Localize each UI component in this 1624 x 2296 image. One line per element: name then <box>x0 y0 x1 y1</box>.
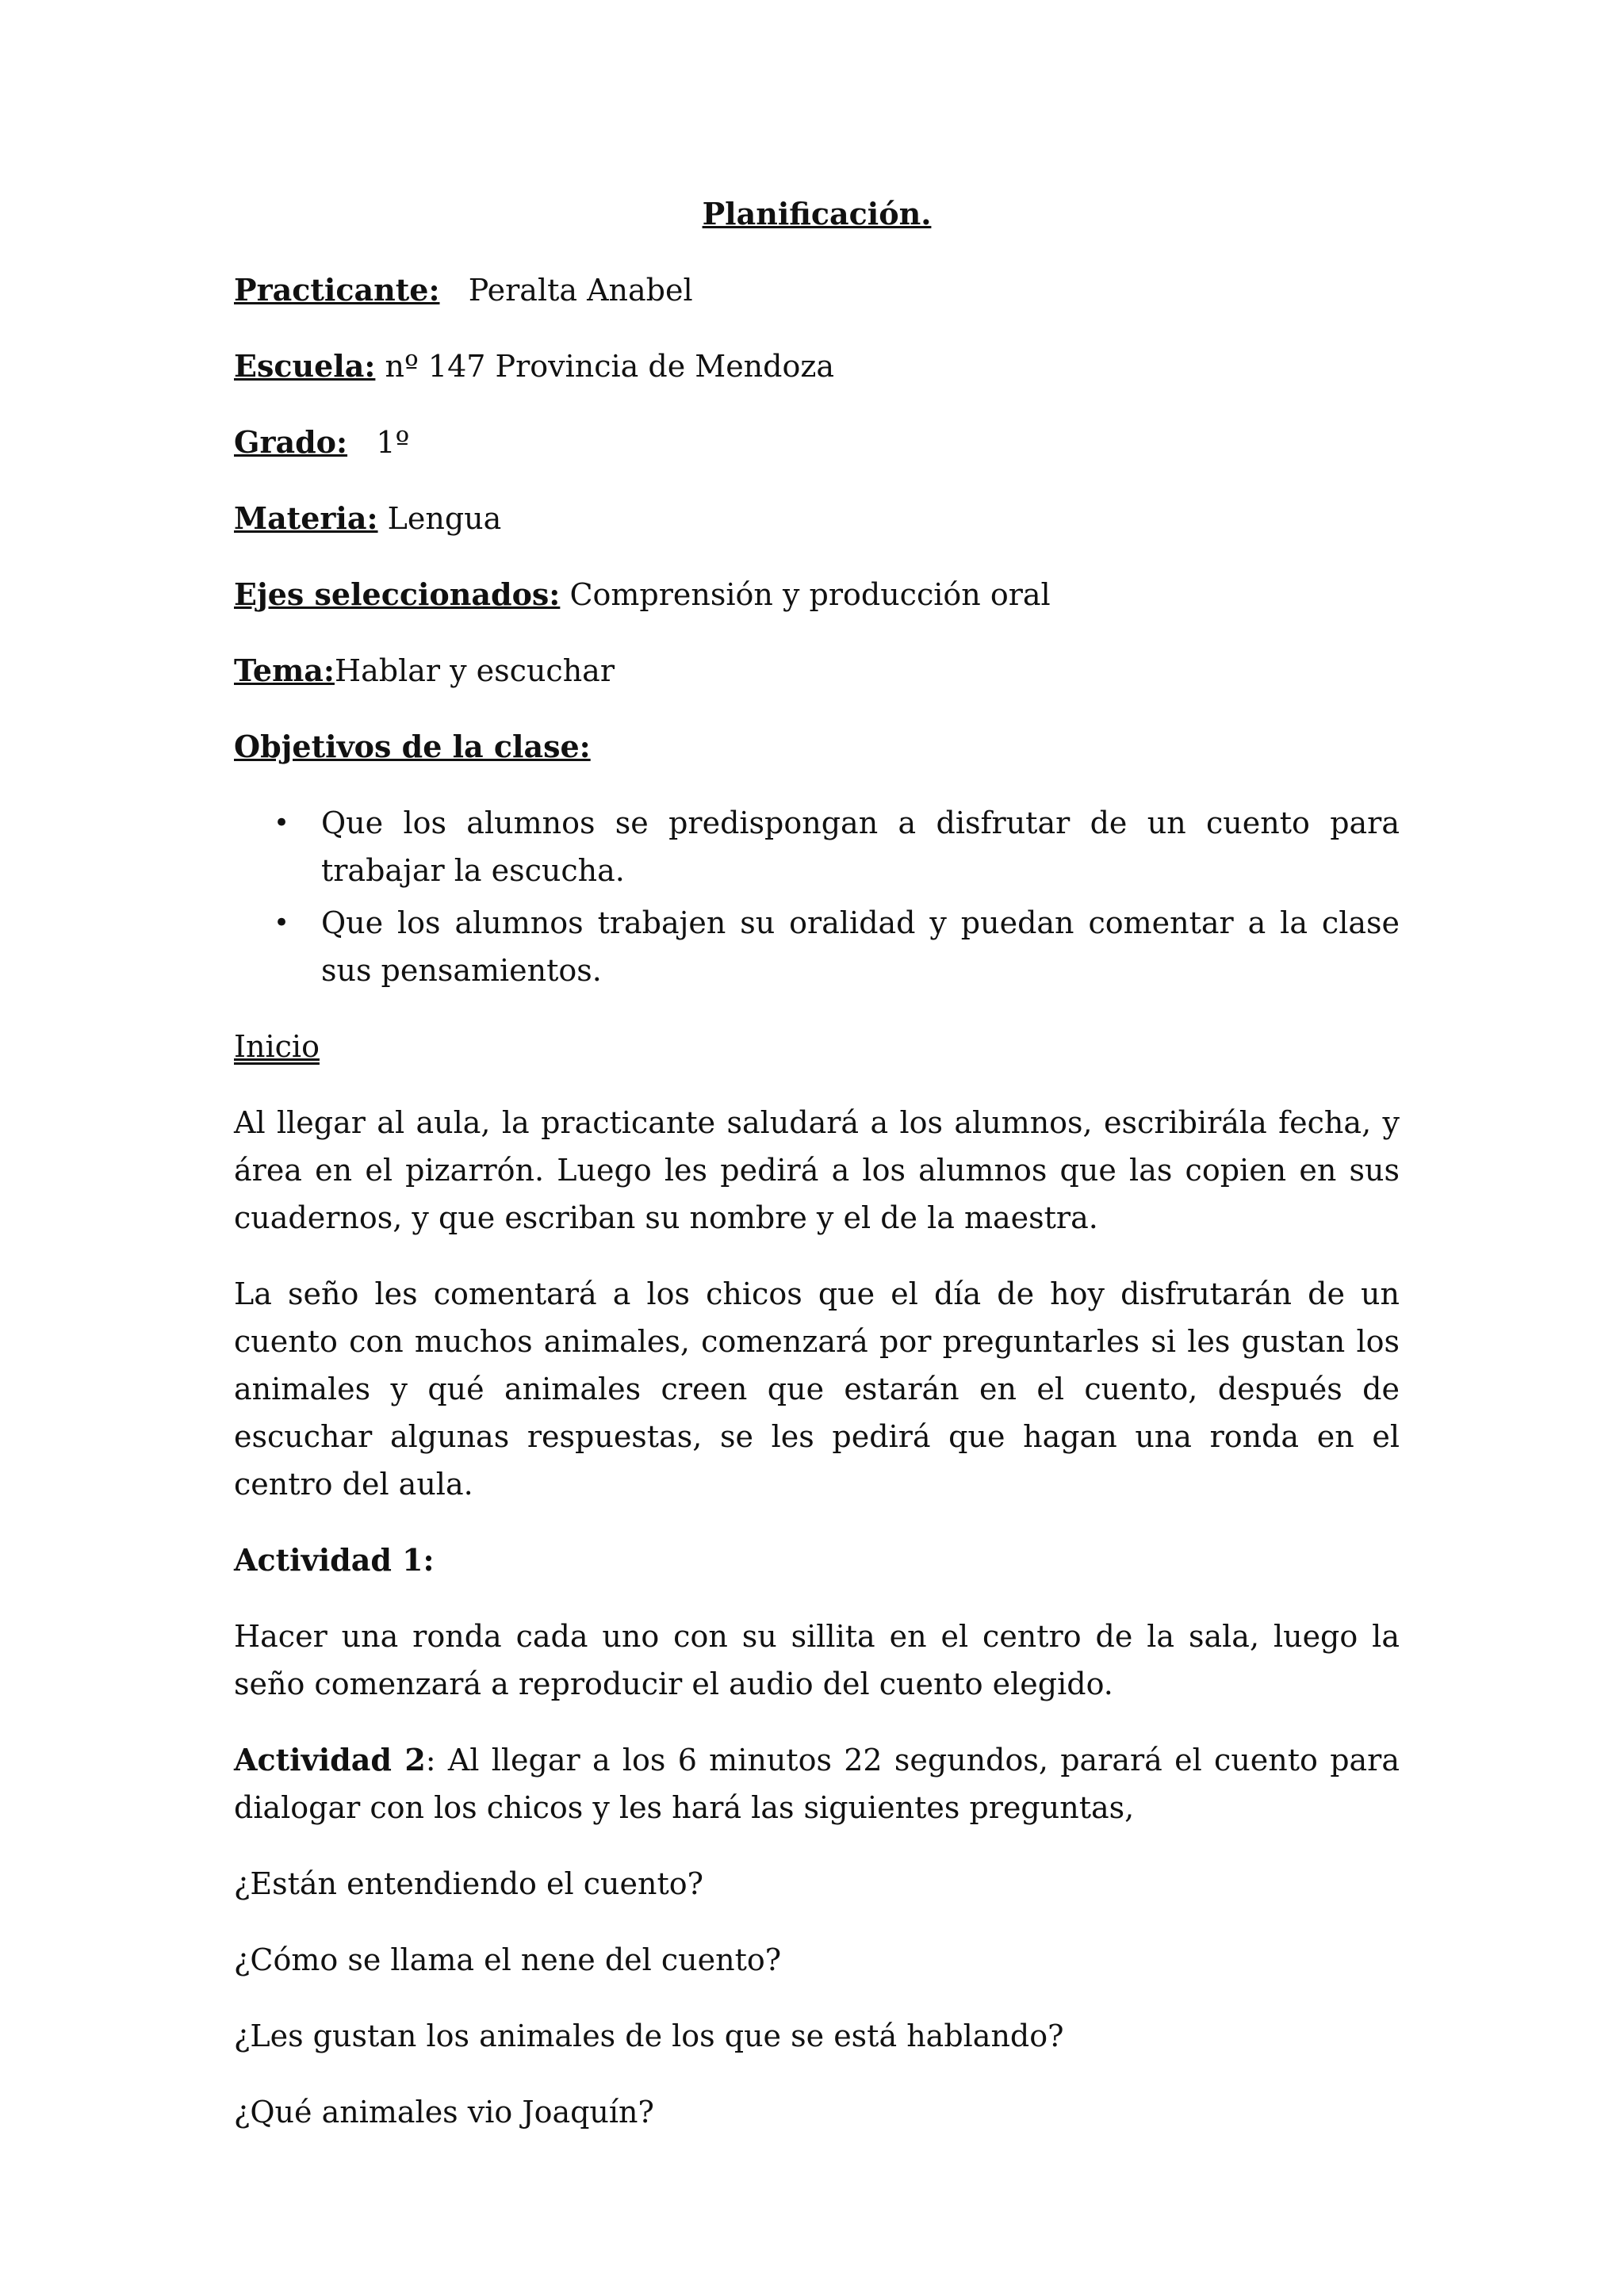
actividad2-paragraph <box>234 1736 1400 1831</box>
field-label-ejes: Ejes seleccionados: <box>234 576 561 612</box>
objective-text: Que los alumnos trabajen su oralidad y puedan comentar a la clase sus pensamientos. <box>321 905 1400 988</box>
objective-text: Que los alumnos se predispongan a disfrutar de un cuento para trabajar la escucha. <box>321 806 1400 888</box>
field-escuela <box>234 342 1400 390</box>
field-value-grado: 1º <box>376 425 410 460</box>
actividad2-heading: Actividad 2 <box>234 1742 426 1777</box>
field-tema <box>234 647 1400 695</box>
field-label-grado: Grado: <box>234 424 348 460</box>
question-item: ¿Les gustan los animales de los que se está hablando? <box>234 2019 1064 2053</box>
field-label-materia: Materia: <box>234 500 378 536</box>
actividad2-text: : Al llegar a los 6 minutos 22 segundos, parará el cuento para dialogar con los chicos y les hará las siguientes preguntas, <box>234 1743 1400 1825</box>
field-label-tema: Tema: <box>234 652 335 688</box>
question-item: ¿Qué animales vio Joaquín? <box>234 2095 654 2130</box>
field-grado <box>234 419 1400 466</box>
field-value-materia: Lengua <box>387 501 502 536</box>
bullet-icon: • <box>274 807 290 839</box>
field-practicante <box>234 266 1400 314</box>
actividad1-heading: Actividad 1: <box>234 1542 435 1578</box>
list-item <box>234 799 1400 894</box>
document-page <box>234 190 1400 2164</box>
bullet-icon: • <box>274 907 290 939</box>
list-item <box>234 899 1400 994</box>
field-value-escuela: nº 147 Provincia de Mendoza <box>385 349 835 384</box>
field-ejes <box>234 571 1400 618</box>
inicio-heading: Inicio <box>234 1029 320 1064</box>
field-materia <box>234 495 1400 542</box>
objectives-list <box>234 799 1400 994</box>
field-value-tema: Hablar y escuchar <box>334 653 615 688</box>
inicio-paragraph: Al llegar al aula, la practicante saludará a los alumnos, escribirála fecha, y área en el pizarrón. Luego les pedirá a los alumnos que las copien en sus cuadernos, y que escriban su nombre y el de la maestra. <box>234 1105 1400 1235</box>
field-label-practicante: Practicante: <box>234 272 440 308</box>
question-item: ¿Cómo se llama el nene del cuento? <box>234 1942 782 1977</box>
inicio-paragraph: La seño les comentará a los chicos que el día de hoy disfrutarán de un cuento con muchos animales, comenzará por preguntarles si les gustan los animales y qué animales creen que estarán en el cuento, después de escuchar algunas respuestas, se les pedirá que hagan una ronda en el centro del aula. <box>234 1276 1400 1502</box>
question-item: ¿Están entendiendo el cuento? <box>234 1866 703 1901</box>
field-label-escuela: Escuela: <box>234 348 376 384</box>
field-value-practicante: Peralta Anabel <box>468 273 693 308</box>
actividad1-text: Hacer una ronda cada uno con su sillita en el centro de la sala, luego la seño comenzará a reproducir el audio del cuento elegido. <box>234 1619 1400 1701</box>
page-title: Planificación. <box>702 196 932 232</box>
field-value-ejes: Comprensión y producción oral <box>569 577 1051 612</box>
objectives-heading: Objetivos de la clase: <box>234 729 591 764</box>
